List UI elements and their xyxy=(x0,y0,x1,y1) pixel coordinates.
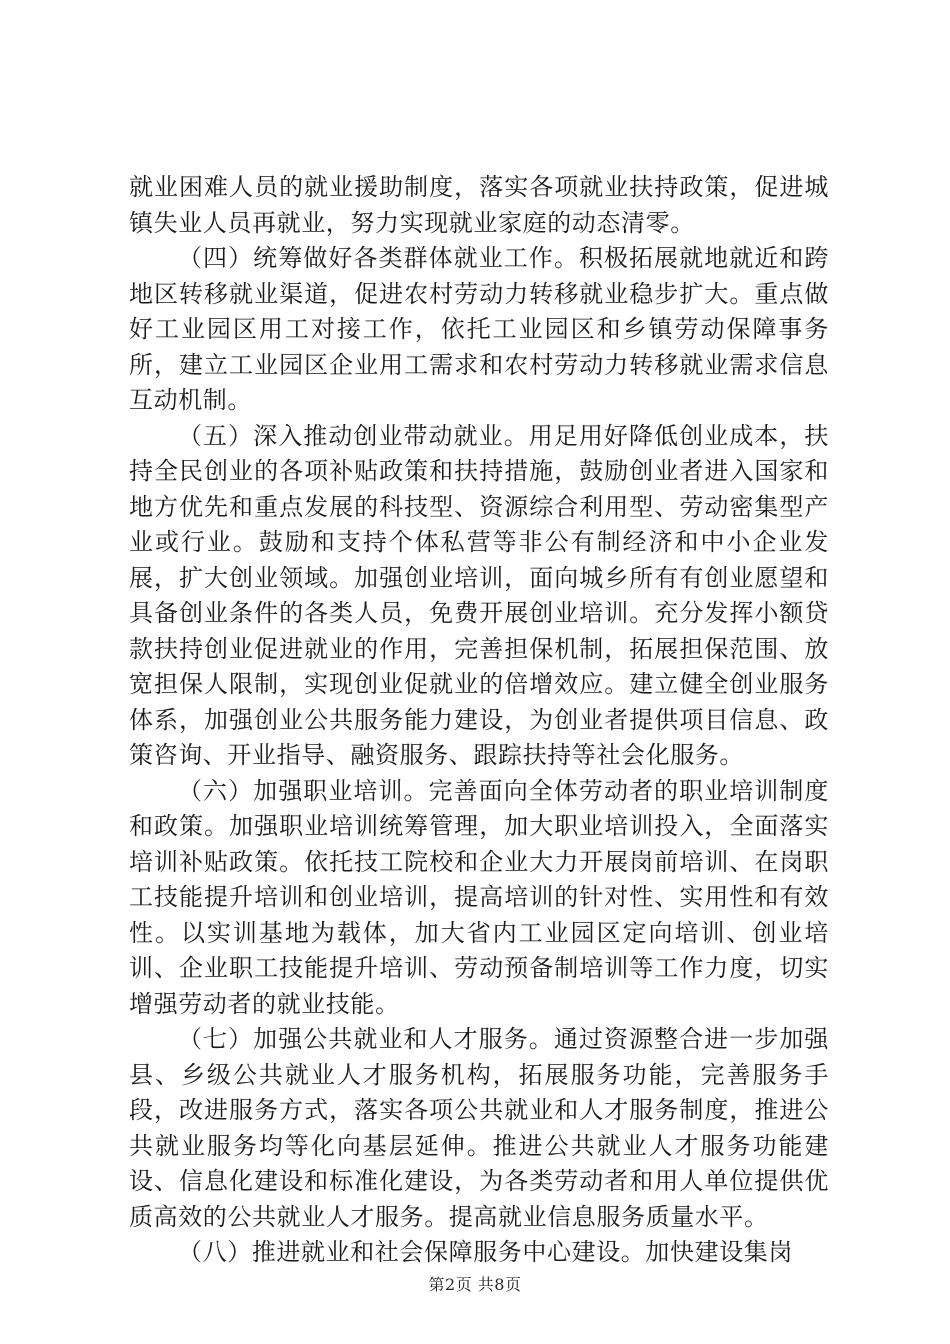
paragraph: （八）推进就业和社会保障服务中心建设。加快建设集岗 xyxy=(178,1238,793,1266)
paragraph: （五）深入推动创业带动就业。用足用好降低创业成本，扶持全民创业的各项补贴政策和扶持措施，鼓励创业者进入国家和地方优先和重点发展的科技型、资源综合利用型、劳动密集型产业或行业。鼓励和支持个体私营等非公有制经济和中小企业发展，扩大创业领域。加强创业培训，面向城乡所有有创业愿望和具备创业条件的各类人员，免费开展创业培训。充分发挥小额贷款扶持创业促进就业的作用，完善担保机制，拓展担保范围、放宽担保人限制，实现创业促就业的倍增效应。建立健全创业服务体系，加强创业公共服务能力建设，为创业者提供项目信息、政策咨询、开业指导、融资服务、跟踪扶持等社会化服务。 xyxy=(129,421,829,769)
paragraph: （六）加强职业培训。完善面向全体劳动者的职业培训制度和政策。加强职业培训统筹管理，加大职业培训投入，全面落实培训补贴政策。依托技工院校和企业大力开展岗前培训、在岗职工技能提升培训和创业培训，提高培训的针对性、实用性和有效性。以实训基地为载体，加大省内工业园区定向培训、创业培训、企业职工技能提升培训、劳动预备制培训等工作力度，切实增强劳动者的就业技能。 xyxy=(129,776,829,1018)
paragraph: 就业困难人员的就业援助制度，落实各项就业扶持政策，促进城镇失业人员再就业，努力实现就业家庭的动态清零。 xyxy=(129,173,829,237)
paragraph: （七）加强公共就业和人才服务。通过资源整合进一步加强县、乡级公共就业人才服务机构，拓展服务功能，完善服务手段，改进服务方式，落实各项公共就业和人才服务制度，推进公共就业服务均等化向基层延伸。推进公共就业人才服务功能建设、信息化建设和标准化建设，为各类劳动者和用人单位提供优质高效的公共就业人才服务。提高就业信息服务质量水平。 xyxy=(129,1025,829,1231)
page-footer xyxy=(0,1272,950,1295)
document-body xyxy=(129,170,829,1271)
paragraph: （四）统筹做好各类群体就业工作。积极拓展就地就近和跨地区转移就业渠道，促进农村劳动力转移就业稳步扩大。重点做好工业园区用工对接工作，依托工业园区和乡镇劳动保障事务所，建立工业园区企业用工需求和农村劳动力转移就业需求信息互动机制。 xyxy=(129,244,829,414)
page-number-label: 第2页 共8页 xyxy=(428,1275,522,1294)
